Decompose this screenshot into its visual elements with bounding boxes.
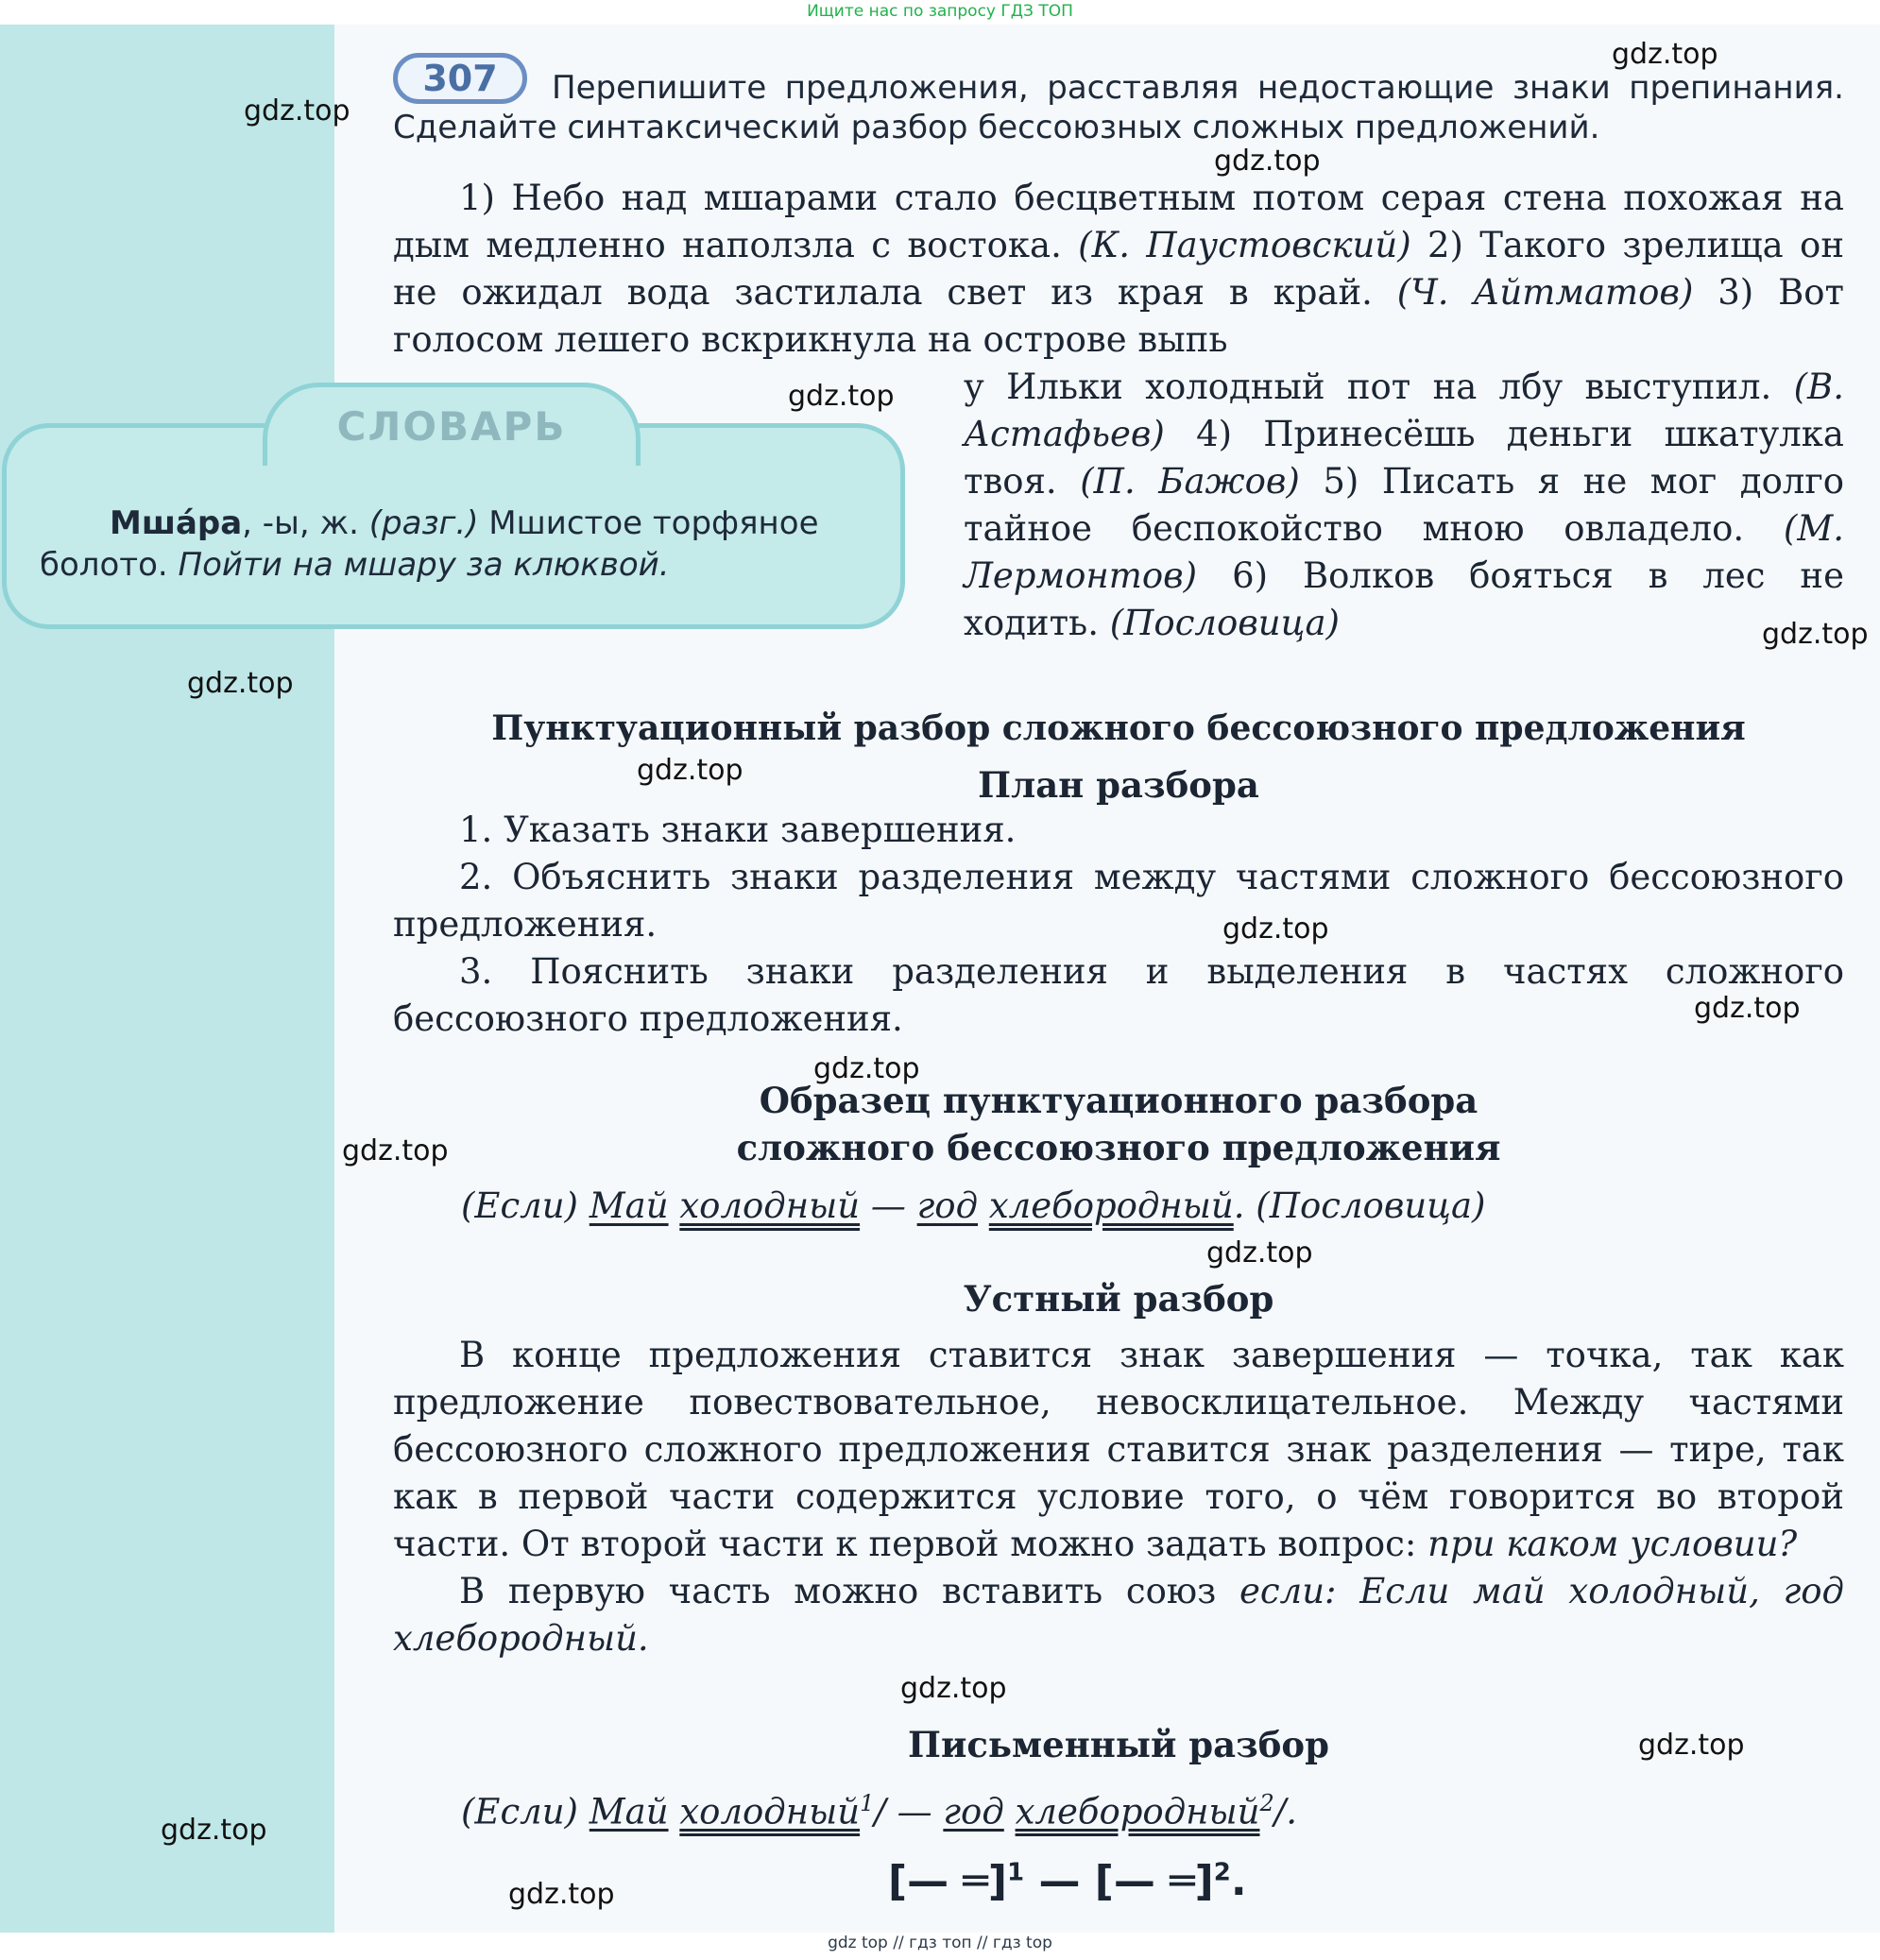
dictionary-grammar: , -ы, ж. bbox=[242, 504, 359, 542]
written-sup-1: 1 bbox=[860, 1790, 875, 1816]
dictionary-example: Пойти на мшару за клюквой. bbox=[178, 546, 670, 584]
scheme-sup-1: 1 bbox=[1007, 1858, 1025, 1887]
plan-list bbox=[393, 807, 1844, 1043]
written-title: Письменный разбор bbox=[908, 1724, 1329, 1765]
plan-item-1: 1. Указать знаки завершения. bbox=[459, 810, 1017, 850]
sample-predicate-1: холодный bbox=[679, 1185, 861, 1226]
oral-text-1: В конце предложения ставится знак завершения — точка, так как предложение повествовательное, невосклицательное. Между частями бессоюзного сложного предложения ставится знак разделения — тире, так как в первой части содержится условие того, о чём говорится во второй части. От второй части к первой можно задать вопрос: bbox=[393, 1335, 1844, 1564]
watermark: gdz.top bbox=[637, 754, 743, 787]
oral-analysis bbox=[393, 1332, 1844, 1662]
sample-subject-1: Май bbox=[589, 1185, 669, 1226]
oral-union: если: bbox=[1239, 1571, 1337, 1611]
sample-source: (Пословица) bbox=[1256, 1185, 1486, 1226]
exercise-number: 307 bbox=[393, 53, 527, 104]
scheme-part-1: [— ═] bbox=[888, 1857, 1008, 1905]
watermark: gdz.top bbox=[187, 667, 294, 700]
author-1: (К. Паустовский) bbox=[1078, 225, 1411, 265]
sample-predicate-2: хлебородный bbox=[988, 1185, 1234, 1226]
written-predicate-1: холодный bbox=[679, 1791, 861, 1832]
header-note: Ищите нас по запросу ГДЗ ТОП bbox=[807, 2, 1073, 21]
watermark: gdz.top bbox=[1214, 145, 1321, 178]
exercise-sentences-continued bbox=[964, 364, 1844, 647]
sentence-1: 1) Небо над мшарами стало бесцветным потом серая стена похожая на дым медленно наползла с востока. bbox=[393, 178, 1844, 265]
sample-sentence bbox=[461, 1183, 1840, 1230]
written-if: (Если) bbox=[461, 1791, 578, 1832]
sample-title-2: сложного бессоюзного предложения bbox=[736, 1127, 1501, 1168]
written-subject-2: год bbox=[943, 1791, 1004, 1832]
sentence-4: 4) Принесёшь деньги шкатулка твоя. bbox=[964, 414, 1844, 502]
sentence-2: 2) Такого зрелища он не ожидал вода застилала свет из края в край. bbox=[393, 225, 1844, 313]
written-sup-2: 2 bbox=[1259, 1790, 1274, 1816]
oral-title: Устный разбор bbox=[963, 1278, 1274, 1320]
sample-title-1: Образец пунктуационного разбора bbox=[759, 1080, 1478, 1121]
written-sentence bbox=[461, 1780, 1840, 1835]
written-predicate-2: хлебородный bbox=[1015, 1791, 1260, 1832]
author-6: (Пословица) bbox=[1109, 603, 1340, 643]
watermark: gdz.top bbox=[1638, 1729, 1745, 1762]
watermark: gdz.top bbox=[813, 1052, 920, 1085]
plan-item-3: 3. Пояснить знаки разделения и выделения в частях сложного бессоюзного предложения. bbox=[393, 951, 1844, 1039]
exercise-task bbox=[393, 68, 1844, 147]
sentence-6: 6) Волков бояться в лес не ходить. bbox=[964, 555, 1844, 643]
oral-question: при каком условии? bbox=[1427, 1524, 1798, 1564]
plan-title: План разбора bbox=[978, 764, 1259, 806]
sample-dash: — bbox=[860, 1185, 917, 1226]
page-margin bbox=[0, 25, 334, 1933]
dictionary-title: СЛОВАРЬ bbox=[263, 383, 641, 466]
sentence-3-end: у Ильки холодный пот на лбу выступил. bbox=[964, 366, 1772, 407]
watermark: gdz.top bbox=[1612, 38, 1718, 71]
author-4: (П. Бажов) bbox=[1080, 461, 1300, 502]
oral-text-2: В первую часть можно вставить союз bbox=[459, 1571, 1240, 1611]
written-dash: — bbox=[885, 1791, 944, 1832]
written-slash: / bbox=[874, 1791, 886, 1832]
author-3: (В. Астафьев) bbox=[964, 366, 1844, 454]
scheme-part-2: [— ═] bbox=[1094, 1857, 1214, 1905]
task-text: Перепишите предложения, расставляя недостающие знаки препинания. Сделайте синтаксический разбор бессоюзных сложных предложений. bbox=[393, 69, 1844, 146]
dictionary-definition: Мшистое торфяное болото. bbox=[40, 504, 819, 584]
scheme-dash: — bbox=[1024, 1857, 1095, 1905]
author-2: (Ч. Айтматов) bbox=[1396, 272, 1694, 313]
sample-if: (Если) bbox=[461, 1185, 578, 1226]
watermark: gdz.top bbox=[1206, 1236, 1313, 1270]
author-5: (М. Лермонтов) bbox=[964, 508, 1844, 596]
watermark: gdz.top bbox=[244, 94, 350, 128]
sample-subject-2: год bbox=[916, 1185, 979, 1226]
sample-end: . bbox=[1233, 1185, 1245, 1226]
scheme-sup-2: 2 bbox=[1213, 1858, 1231, 1887]
footer-note: gdz top // гдз топ // гдз top bbox=[828, 1934, 1052, 1952]
watermark: gdz.top bbox=[1222, 912, 1329, 946]
watermark: gdz.top bbox=[508, 1878, 615, 1911]
scheme-end: . bbox=[1230, 1857, 1247, 1905]
written-slash-end: /. bbox=[1273, 1791, 1298, 1832]
dictionary-entry bbox=[40, 503, 880, 586]
watermark: gdz.top bbox=[1694, 992, 1801, 1025]
watermark: gdz.top bbox=[161, 1814, 267, 1847]
watermark: gdz.top bbox=[788, 380, 895, 413]
sentence-scheme bbox=[888, 1857, 1247, 1905]
watermark: gdz.top bbox=[342, 1134, 449, 1167]
dictionary-word: Мша́ра bbox=[110, 504, 243, 542]
sentence-3-start: 3) Вот голосом лешего вскрикнула на острове выпь bbox=[393, 272, 1845, 360]
exercise-sentences bbox=[393, 175, 1844, 364]
oral-example: Если май холодный, год хлебородный. bbox=[393, 1571, 1844, 1659]
analysis-title: Пунктуационный разбор сложного бессоюзного предложения bbox=[491, 708, 1746, 748]
dictionary-note: (разг.) bbox=[368, 504, 479, 542]
watermark: gdz.top bbox=[900, 1672, 1007, 1705]
plan-item-2: 2. Объяснить знаки разделения между частями сложного бессоюзного предложения. bbox=[393, 857, 1844, 945]
written-subject-1: Май bbox=[589, 1791, 669, 1832]
sentence-5: 5) Писать я не мог долго тайное беспокойство мною овладело. bbox=[964, 461, 1845, 549]
watermark: gdz.top bbox=[1762, 618, 1869, 651]
